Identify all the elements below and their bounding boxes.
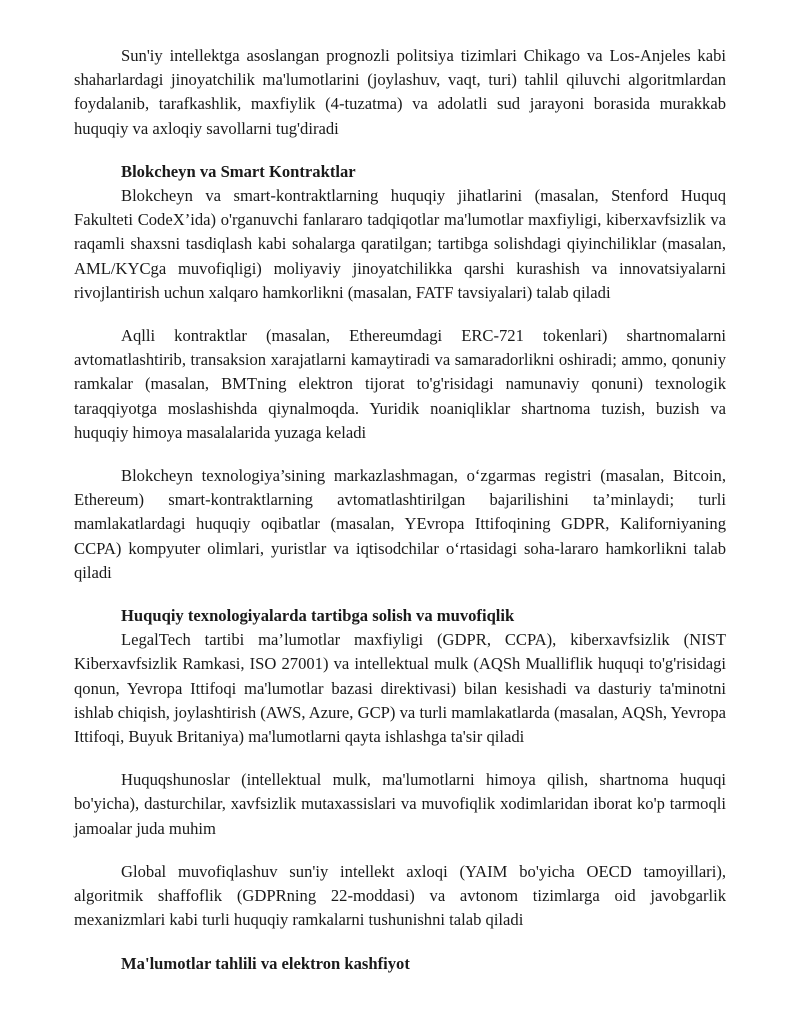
paragraph-multidisciplinary-teams: Huquqshunoslar (intellektual mulk, ma'lumotlarni himoya qilish, shartnoma huquqi bo'yicha), dasturchilar, xavfsizlik mutaxassislari va muvofiqlik xodimlaridan iborat ko'p tarmoqli jamoalar juda muhim [74,770,726,838]
heading-regulation-compliance: Huquqiy texnologiyalarda tartibga solish va muvofiqlik [121,606,515,626]
paragraph-predictive-policing: Sun'iy intellektga asoslangan prognozli politsiya tizimlari Chikago va Los-Anjeles kabi shaharlardagi jinoyatchilik ma'lumotlarini (joylashuv, vaqt, turi) tahlil qiluvchi algoritmlardan foydalanib, tarafkashlik, maxfiylik (4-tuzatma) va adolatli sud jarayoni borasida murakkab huquqiy va axloqiy savollarni tug'diradi [74,46,726,138]
paragraph-smart-contracts: Aqlli kontraktlar (masalan, Ethereumdagi ERC-721 tokenlari) shartnomalarni avtomatlashtirib, transaksion xarajatlarni kamaytiradi va samaradorlikni oshiradi; ammo, qonuniy ramkalar (masalan, BMTning elektron tijorat to'g'risidagi namunaviy qonuni) texnologik taraqqiyotga moslashishda qiynalmoqda. Yuridik noaniqliklar shartnoma tuzish, buzish va huquqiy himoya masalalarida yuzaga keladi [74,326,726,442]
heading-data-analysis: Ma'lumotlar tahlili va elektron kashfiyot [121,953,410,973]
paragraph-blockchain-research: Blokcheyn va smart-kontraktlarning huquqiy jihatlarini (masalan, Stenford Huquq Fakulteti CodeX’ida) o'rganuvchi fanlararo tadqiqotlar ma'lumotlar maxfiyligi, kiberxavfsizlik va raqamli shaxsni tasdiqlash kabi sohalarga qaratilgan; tartibga solishdagi qiyinchiliklar (masalan, AML/KYCga muvofiqligi) moliyaviy jinoyatchilikka qarshi kurashish va innovatsiyalarni rivojlantirish uchun xalqaro hamkorlikni (masalan, FATF tavsiyalari) talab qiladi [74,186,726,302]
heading-blockchain: Blokcheyn va Smart Kontraktlar [121,161,356,181]
document-page [74,44,726,976]
paragraph-global-alignment: Global muvofiqlashuv sun'iy intellekt axloqi (YAIM bo'yicha OECD tamoyillari), algoritmik shaffoflik (GDPRning 22-moddasi) va avtonom tizimlarga oid javobgarlik mexanizmlari kabi turli huquqiy ramkalarni tushunishni talab qiladi [74,861,726,930]
paragraph-legaltech: LegalTech tartibi ma’lumotlar maxfiyligi (GDPR, CCPA), kiberxavfsizlik (NIST Kiberxavfsizlik Ramkasi, ISO 27001) va intellektual mulk (AQSh Mualliflik huquqi to'g'risidagi qonun, Yevropa Ittifoqi ma'lumotlar bazasi direktivasi) bilan kesishadi va dasturiy ta'minotni ishlab chiqish, joylashtirish (AWS, Azure, GCP) va turli mamlakatlarda (masalan, AQSh, Yevropa Ittifoqi, Buyuk Britaniya) ma'lumotlarni qayta ishlashga ta'sir qiladi [74,630,726,747]
paragraph-decentralized-registry: Blokcheyn texnologiya’sining markazlashmagan, o‘zgarmas registri (masalan, Bitcoin, Ethereum) smart-kontraktlarning avtomatlashtirilgan bajarilishini ta’minlaydi; turli mamlakatlardagi huquqiy oqibatlar (masalan, YEvropa Ittifoqining GDPR, Kaliforniyaning CCPA) kompyuter olimlari, yuristlar va iqtisodchilar o‘rtasidagi soha-lararo hamkorlikni talab qiladi [74,466,726,582]
